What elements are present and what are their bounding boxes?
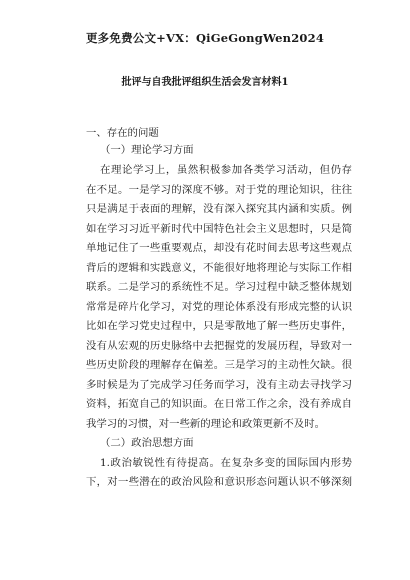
- paragraph-line: 在理论学习上，虽然积极参加各类学习活动，但仍存: [100, 164, 352, 176]
- paragraph-line: 背后的逻辑和实践意义，不能很好地将理论与实际工作相: [86, 262, 352, 274]
- paragraph-line: 常常是碎片化学习，对党的理论体系没有形成完整的认识: [86, 301, 352, 313]
- paragraph-line: 多时候是为了完成学习任务而学习，没有主动去寻找学习: [86, 379, 352, 391]
- paragraph-line: 只是满足于表面的理解，没有深入探究其内涵和实质。例: [86, 203, 352, 215]
- paragraph-line: 1.政治敏锐性有待提高。在复杂多变的国际国内形势: [100, 457, 352, 469]
- paragraph-line: 下，对一些潜在的政治风险和意识形态问题认识不够深刻: [86, 476, 352, 488]
- paragraph-line: 比如在学习党史过程中，只是零散地了解一些历史事件，: [86, 320, 352, 332]
- paragraph-line: 资料，拓宽自己的知识面。在日常工作之余，没有养成自: [86, 398, 352, 410]
- subsection-heading: （二）政治思想方面: [100, 437, 194, 449]
- paragraph-line: 没有从宏观的历史脉络中去把握党的发展历程，导致对一: [86, 340, 352, 352]
- paragraph-line: 些历史阶段的理解存在偏差。三是学习的主动性欠缺。很: [86, 359, 352, 371]
- paragraph-line: 联系。二是学习的系统性不足。学习过程中缺乏整体规划: [86, 281, 352, 293]
- paragraph-line: 我学习的习惯，对一些新的理论和政策更新不及时。: [86, 418, 325, 430]
- document-title: 批评与自我批评组织生活会发言材料1: [121, 77, 289, 88]
- paragraph-line: 单地记住了一些重要观点，却没有花时间去思考这些观点: [86, 242, 352, 254]
- paragraph-line: 如在学习习近平新时代中国特色社会主义思想时，只是简: [86, 223, 352, 235]
- section-heading: 一、存在的问题: [86, 127, 159, 139]
- subsection-heading: （一）理论学习方面: [100, 144, 194, 156]
- paragraph-line: 在不足。一是学习的深度不够。对于党的理论知识，往往: [86, 184, 352, 196]
- promo-banner: 更多免费公文+VX：QiGeGongWen2024: [85, 31, 325, 45]
